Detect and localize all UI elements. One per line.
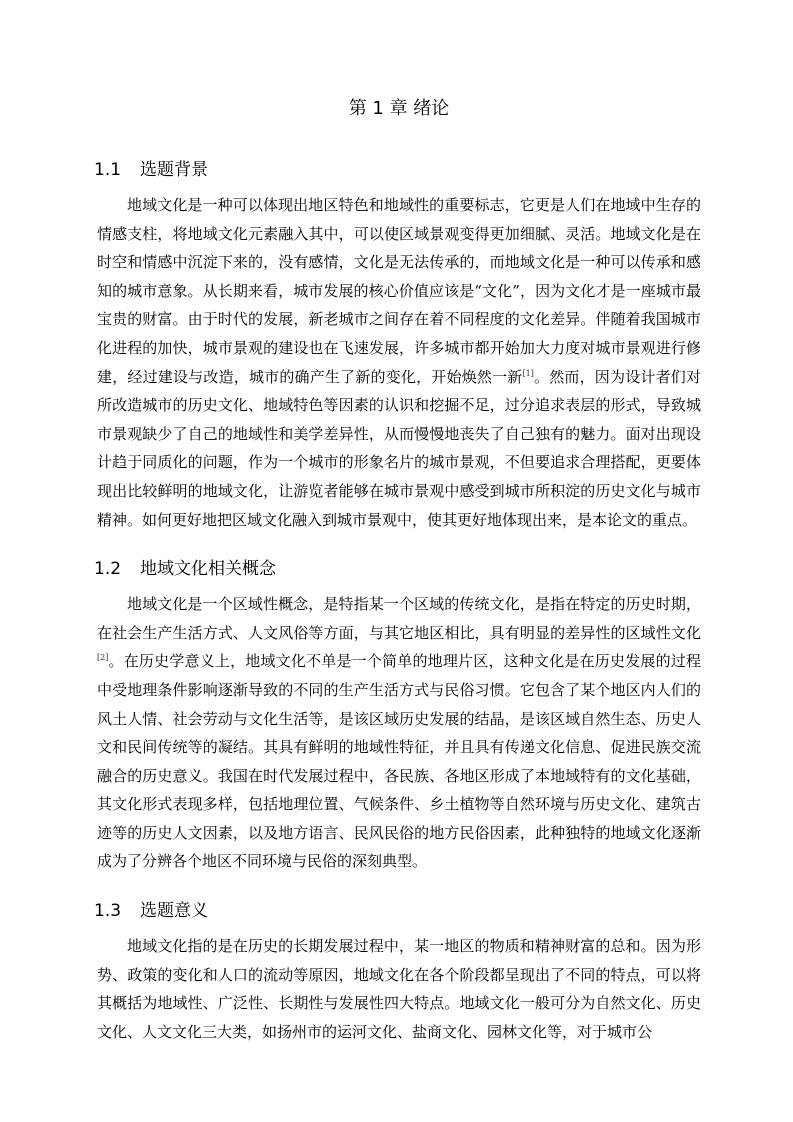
section-number: 1.1 xyxy=(94,160,122,180)
paragraph-text: 地域文化是一种可以体现出地区特色和地域性的重要标志，它更是人们在地域中生存的情感支柱，将地域文化元素融入其中，可以使区域景观变得更加细腻、灵活。地域文化是在时空和情感中沉淀下来的，没有感情，文化是无法传承的，而地域文化是一种可以传承和感知的城市意象。从长期来看，城市发展的核心价值应该是“文化”，因为文化才是一座城市最宝贵的财富。由于时代的发展，新老城市之间存在着不同程度的文化差异。伴随着我国城市化进程的加快，城市景观的建设也在飞速发展，许多城市都开始加大力度对城市景观进行修建，经过建设与改造，城市的确产生了新的变化，开始焕然一新 xyxy=(97,196,701,386)
section-1-2 xyxy=(94,556,701,876)
section-heading xyxy=(94,157,701,183)
section-paragraph: 地域文化指的是在历史的长期发展过程中，某一地区的物质和精神财富的总和。因为形势、政策的变化和人口的流动等原因，地域文化在各个阶段都呈现出了不同的特点，可以将其概括为地域性、广泛性、长期性与发展性四大特点。地域文化一般可分为自然文化、历史文化、人文文化三大类，如扬州市的运河文化、盐商文化、园林文化等，对于城市公 xyxy=(97,937,701,1041)
chapter-title: 第 1 章 绪论 xyxy=(348,98,450,119)
section-number: 1.3 xyxy=(94,901,122,922)
section-title: 选题背景 xyxy=(140,160,208,180)
citation-mark: [1] xyxy=(522,368,534,378)
section-heading xyxy=(94,556,701,582)
citation-mark: [2] xyxy=(97,653,109,663)
section-paragraph xyxy=(97,191,701,534)
section-heading xyxy=(94,898,701,924)
paragraph-text: 。然而，因为设计者们对所改造城市的历史文化、地域特色等因素的认识和挖掘不足，过分追求表层的形式，导致城市景观缺少了自己的地域性和美学差异性，从而慢慢地丧失了自己独有的魅力。面对出现设计趋于同质化的问题，作为一个城市的形象名片的城市景观，不但要追求合理搭配，更要体现出比较鲜明的地域文化，让游览者能够在城市景观中感受到城市所积淀的历史文化与城市精神。如何更好地把区域文化融入到城市景观中，使其更好地体现出来，是本论文的重点。 xyxy=(97,367,701,529)
section-1-1 xyxy=(94,157,701,534)
section-title: 选题意义 xyxy=(140,901,208,922)
section-1-3 xyxy=(94,898,701,1046)
paragraph-text: 地域文化是一个区域性概念，是特指某一个区域的传统文化，是指在特定的历史时期，在社会生产生活方式、人文风俗等方面，与其它地区相比，具有明显的差异性的区域性文化 xyxy=(97,595,701,642)
section-title: 地域文化相关概念 xyxy=(140,559,276,580)
section-paragraph xyxy=(97,590,701,876)
paragraph-text: 。在历史学意义上，地域文化不单是一个简单的地理片区，这种文化是在历史发展的过程中受地理条件影响逐渐导致的不同的生产生活方式与民俗习惯。它包含了某个地区内人们的风土人情、社会劳动与文化生活等，是该区域历史发展的结晶，是该区域自然生态、历史人文和民间传统等的凝结。其具有鲜明的地域性特征，并且具有传递文化信息、促进民族交流融合的历史意义。我国在时代发展过程中，各民族、各地区形成了本地域特有的文化基础，其文化形式表现多样，包括地理位置、气候条件、乡土植物等自然环境与历史文化、建筑古迹等的历史人文因素，以及地方语言、民风民俗的地方民俗因素，此种独特的地域文化逐渐成为了分辨各个地区不同环境与民俗的深刻典型。 xyxy=(97,652,701,871)
section-number: 1.2 xyxy=(94,559,122,580)
